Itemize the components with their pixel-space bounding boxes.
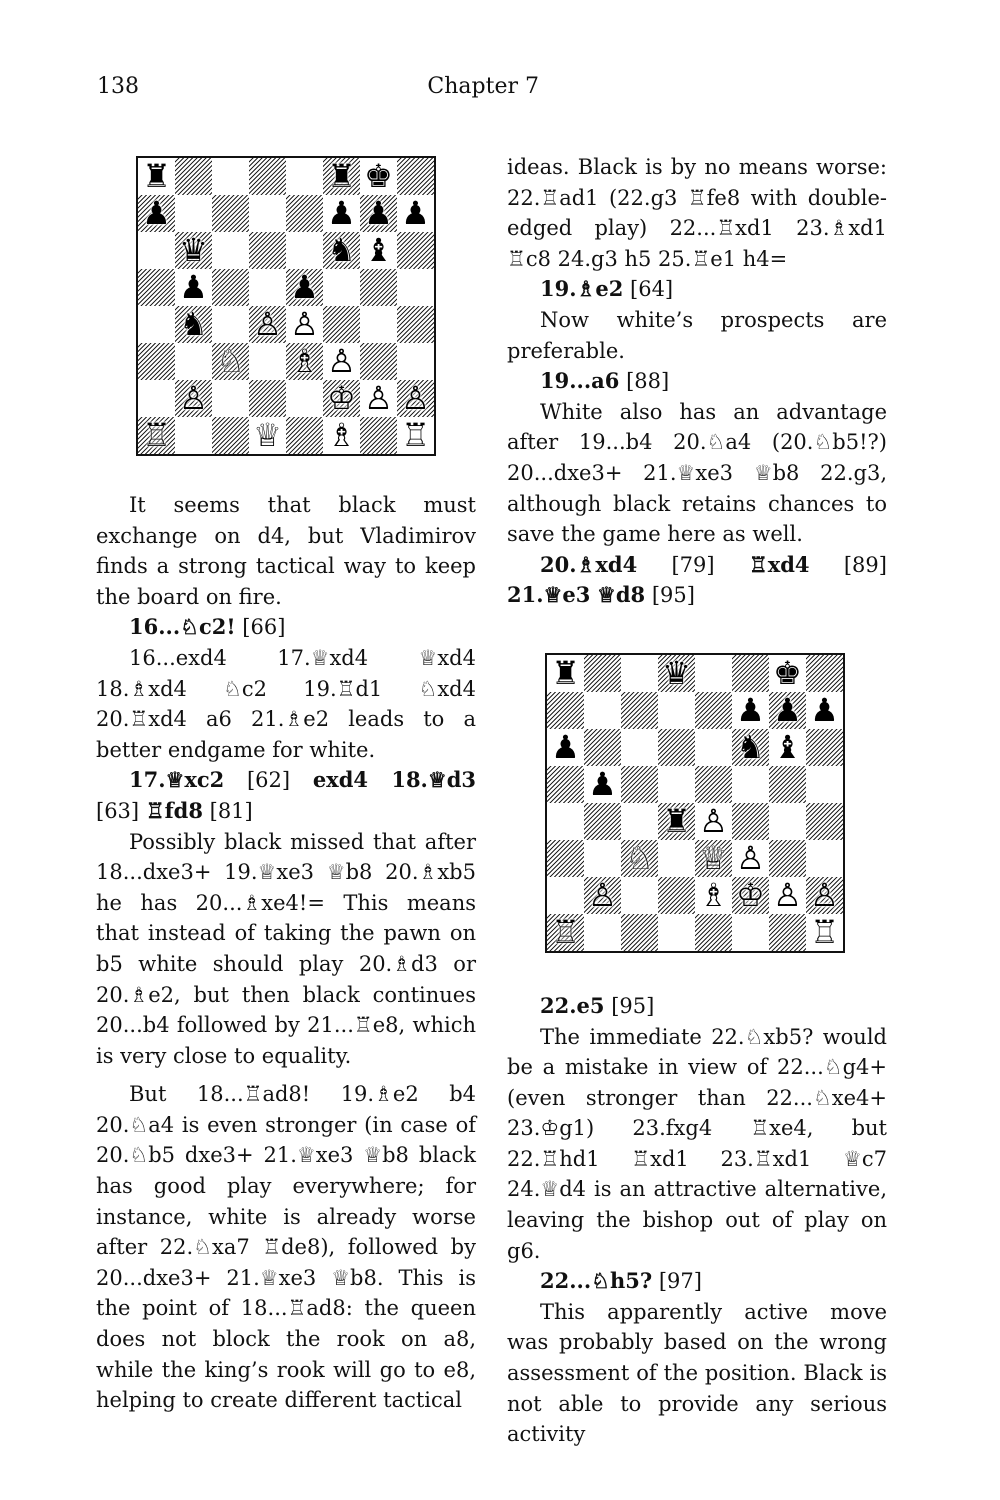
square-c2 bbox=[212, 380, 249, 417]
chess-piece-g8: ♚ bbox=[773, 654, 802, 692]
move-text: 22.e5 bbox=[540, 992, 605, 1018]
paragraph: Possibly black missed that after 18...dxe3+ 19.♕xe3 ♕b8 20.♗xb5 he has 20...♗xe4!= This means that instead of taking the pawn on b5 white should play 20.♗d3 or 20.♗e2, but then black continues 20...b4 followed by 21...♖e8, which is very close to equality. bbox=[96, 829, 476, 1068]
chess-piece-e4: ♙ bbox=[290, 305, 319, 343]
chess-piece-a1: ♖ bbox=[142, 416, 171, 454]
square-a6 bbox=[138, 232, 175, 269]
move-text: 22...♘h5? bbox=[540, 1268, 653, 1294]
chess-piece-g7: ♟ bbox=[364, 194, 393, 232]
chess-piece-d4: ♜ bbox=[662, 802, 691, 840]
diagram-space bbox=[507, 611, 887, 991]
move-time: [63] bbox=[96, 798, 146, 823]
chess-piece-d1: ♕ bbox=[253, 416, 282, 454]
square-b7 bbox=[175, 195, 212, 232]
square-b3 bbox=[175, 343, 212, 380]
move-text: 21.♕e3 bbox=[507, 582, 591, 608]
chess-piece-g6: ♝ bbox=[773, 728, 802, 766]
move-line bbox=[507, 274, 887, 305]
square-e6 bbox=[286, 232, 323, 269]
chess-piece-f1: ♗ bbox=[327, 416, 356, 454]
square-d3 bbox=[249, 343, 286, 380]
square-e1 bbox=[286, 417, 323, 454]
move-line bbox=[507, 1266, 887, 1297]
chess-piece-f7: ♟ bbox=[736, 691, 765, 729]
square-d8 bbox=[249, 158, 286, 195]
paragraph: ideas. Black is by no means worse: 22.♖ad1 (22.g3 ♖fe8 with double-edged play) 22...♖xd1 23.♗xd1 ♖c8 24.g3 h5 25.♖e1 h4= bbox=[507, 155, 887, 271]
move-time: [81] bbox=[202, 798, 253, 823]
move-text: 17.♕xc2 bbox=[129, 767, 225, 793]
move-time: [88] bbox=[619, 369, 670, 394]
running-header bbox=[97, 74, 539, 106]
move-time: [79] bbox=[637, 552, 749, 577]
square-h3 bbox=[397, 343, 434, 380]
move-time: [62] bbox=[224, 768, 313, 793]
move-time: [95] bbox=[604, 993, 655, 1018]
chess-piece-f6: ♞ bbox=[736, 728, 765, 766]
chess-piece-f3: ♙ bbox=[736, 839, 765, 877]
chess-piece-h2: ♙ bbox=[401, 379, 430, 417]
chess-piece-a8: ♜ bbox=[142, 157, 171, 195]
chess-piece-d8: ♛ bbox=[662, 654, 691, 692]
square-b8 bbox=[175, 158, 212, 195]
paragraph: But 18...♖ad8! 19.♗e2 b4 20.♘a4 is even stronger (in case of 20.♘b5 dxe3+ 21.♕xe3 ♕b8 black has good play everywhere; for instance, white is already worse after 22.♘xa7 ♖de8), followed by 20...dxe3+ 21.♕xe3 ♕b8. This is the point of 18...♖ad8: the queen does not block the rook on a8, while the king’s rook will go to e8, helping to create different tactical bbox=[96, 1082, 476, 1413]
square-g1 bbox=[360, 417, 397, 454]
square-a4 bbox=[138, 306, 175, 343]
chess-piece-e2: ♗ bbox=[699, 876, 728, 914]
chess-piece-e3: ♕ bbox=[699, 839, 728, 877]
chess-piece-a7: ♟ bbox=[142, 194, 171, 232]
move-text: 19...a6 bbox=[540, 368, 620, 394]
square-c7 bbox=[212, 195, 249, 232]
chess-piece-e5: ♟ bbox=[290, 268, 319, 306]
move-text: 20.♗xd4 bbox=[540, 551, 638, 577]
move-text: ♕d8 bbox=[597, 582, 646, 608]
chess-piece-b2: ♙ bbox=[179, 379, 208, 417]
paragraph: White also has an advantage after 19...b4 20.♘a4 (20.♘b5!?) 20...dxe3+ 21.♕xe3 ♕b8 22.g3, although black retains chances to save the game here as well. bbox=[507, 399, 887, 547]
chess-piece-a1: ♖ bbox=[551, 913, 580, 951]
square-a2 bbox=[138, 380, 175, 417]
square-h5 bbox=[397, 269, 434, 306]
chess-piece-g6: ♝ bbox=[364, 231, 393, 269]
square-c1 bbox=[212, 417, 249, 454]
square-g5 bbox=[360, 269, 397, 306]
chess-piece-f2: ♔ bbox=[327, 379, 356, 417]
chess-piece-c3: ♘ bbox=[216, 342, 245, 380]
chess-piece-f6: ♞ bbox=[327, 231, 356, 269]
square-h8 bbox=[397, 158, 434, 195]
square-d6 bbox=[249, 232, 286, 269]
square-c4 bbox=[212, 306, 249, 343]
square-d5 bbox=[249, 269, 286, 306]
square-a3 bbox=[138, 343, 175, 380]
square-c8 bbox=[212, 158, 249, 195]
move-text: exd4 18.♕d3 bbox=[312, 767, 476, 793]
move-time: [89] bbox=[809, 552, 887, 577]
chess-piece-b5: ♟ bbox=[588, 765, 617, 803]
square-c5 bbox=[212, 269, 249, 306]
chess-piece-c3: ♘ bbox=[625, 839, 654, 877]
chess-piece-f7: ♟ bbox=[327, 194, 356, 232]
paragraph: 16...exd4 17.♕xd4 ♕xd4 18.♗xd4 ♘c2 19.♖d1 ♘xd4 20.♖xd4 a6 21.♗e2 leads to a better endgame for white. bbox=[96, 645, 476, 762]
square-g4 bbox=[360, 306, 397, 343]
chess-piece-g2: ♙ bbox=[364, 379, 393, 417]
chess-piece-f8: ♜ bbox=[327, 157, 356, 195]
chess-diagram-1 bbox=[136, 156, 436, 456]
square-e7 bbox=[286, 195, 323, 232]
square-b1 bbox=[175, 417, 212, 454]
chess-piece-h7: ♟ bbox=[401, 194, 430, 232]
square-a5 bbox=[138, 269, 175, 306]
page-number: 138 bbox=[97, 74, 139, 99]
move-time: [64] bbox=[623, 277, 674, 302]
square-d2 bbox=[249, 380, 286, 417]
chess-piece-d4: ♙ bbox=[253, 305, 282, 343]
move-line bbox=[96, 765, 476, 826]
paragraph: The immediate 22.♘xb5? would be a mistake in view of 22...♘g4+ (even stronger than 22...♘xe4+ 23.♔g1) 23.fxg4 ♖xe4, but 22.♖hd1 ♖xd1 23.♖xd1 ♕c7 24.♕d4 is an attractive alternative, leaving the bishop out of play on g6. bbox=[507, 1024, 887, 1263]
paragraph: It seems that black must exchange on d4, but Vladimirov finds a strong tactical way to keep the board on fire. bbox=[96, 493, 476, 609]
move-line bbox=[96, 612, 476, 643]
move-text: ♖xd4 bbox=[748, 551, 810, 577]
chess-piece-b6: ♛ bbox=[179, 231, 208, 269]
chess-piece-a6: ♟ bbox=[551, 728, 580, 766]
move-text: 16...♘c2! bbox=[129, 614, 236, 640]
square-d7 bbox=[249, 195, 286, 232]
chess-piece-b2: ♙ bbox=[588, 876, 617, 914]
chess-piece-a8: ♜ bbox=[551, 654, 580, 692]
square-e2 bbox=[286, 380, 323, 417]
chess-piece-h2: ♙ bbox=[810, 876, 839, 914]
chess-piece-h1: ♖ bbox=[401, 416, 430, 454]
chess-piece-e3: ♗ bbox=[290, 342, 319, 380]
move-time: [97] bbox=[652, 1269, 702, 1294]
right-column bbox=[507, 152, 887, 1450]
chess-piece-h7: ♟ bbox=[810, 691, 839, 729]
chess-piece-h1: ♖ bbox=[810, 913, 839, 951]
chess-piece-f2: ♔ bbox=[736, 876, 765, 914]
move-line bbox=[507, 366, 887, 397]
square-h4 bbox=[397, 306, 434, 343]
paragraph: Now white’s prospects are preferable. bbox=[507, 307, 887, 363]
chess-piece-g8: ♚ bbox=[364, 157, 393, 195]
move-time: [66] bbox=[235, 615, 286, 640]
chess-piece-g2: ♙ bbox=[773, 876, 802, 914]
square-e8 bbox=[286, 158, 323, 195]
square-f5 bbox=[323, 269, 360, 306]
left-column bbox=[96, 490, 476, 1416]
move-time: [95] bbox=[645, 583, 695, 608]
chapter-title: Chapter 7 bbox=[427, 74, 539, 99]
chess-piece-f3: ♙ bbox=[327, 342, 356, 380]
chess-piece-g7: ♟ bbox=[773, 691, 802, 729]
chess-piece-b4: ♞ bbox=[179, 305, 208, 343]
square-h6 bbox=[397, 232, 434, 269]
square-f4 bbox=[323, 306, 360, 343]
move-line bbox=[507, 550, 887, 611]
chess-piece-e4: ♙ bbox=[699, 802, 728, 840]
square-g3 bbox=[360, 343, 397, 380]
paragraph: This apparently active move was probably based on the wrong assessment of the position. Black is not able to provide any serious activity bbox=[507, 1299, 887, 1447]
move-text: ♖fd8 bbox=[145, 797, 203, 823]
move-line bbox=[507, 991, 887, 1022]
chess-piece-b5: ♟ bbox=[179, 268, 208, 306]
move-text: 19.♗e2 bbox=[540, 276, 624, 302]
square-c6 bbox=[212, 232, 249, 269]
